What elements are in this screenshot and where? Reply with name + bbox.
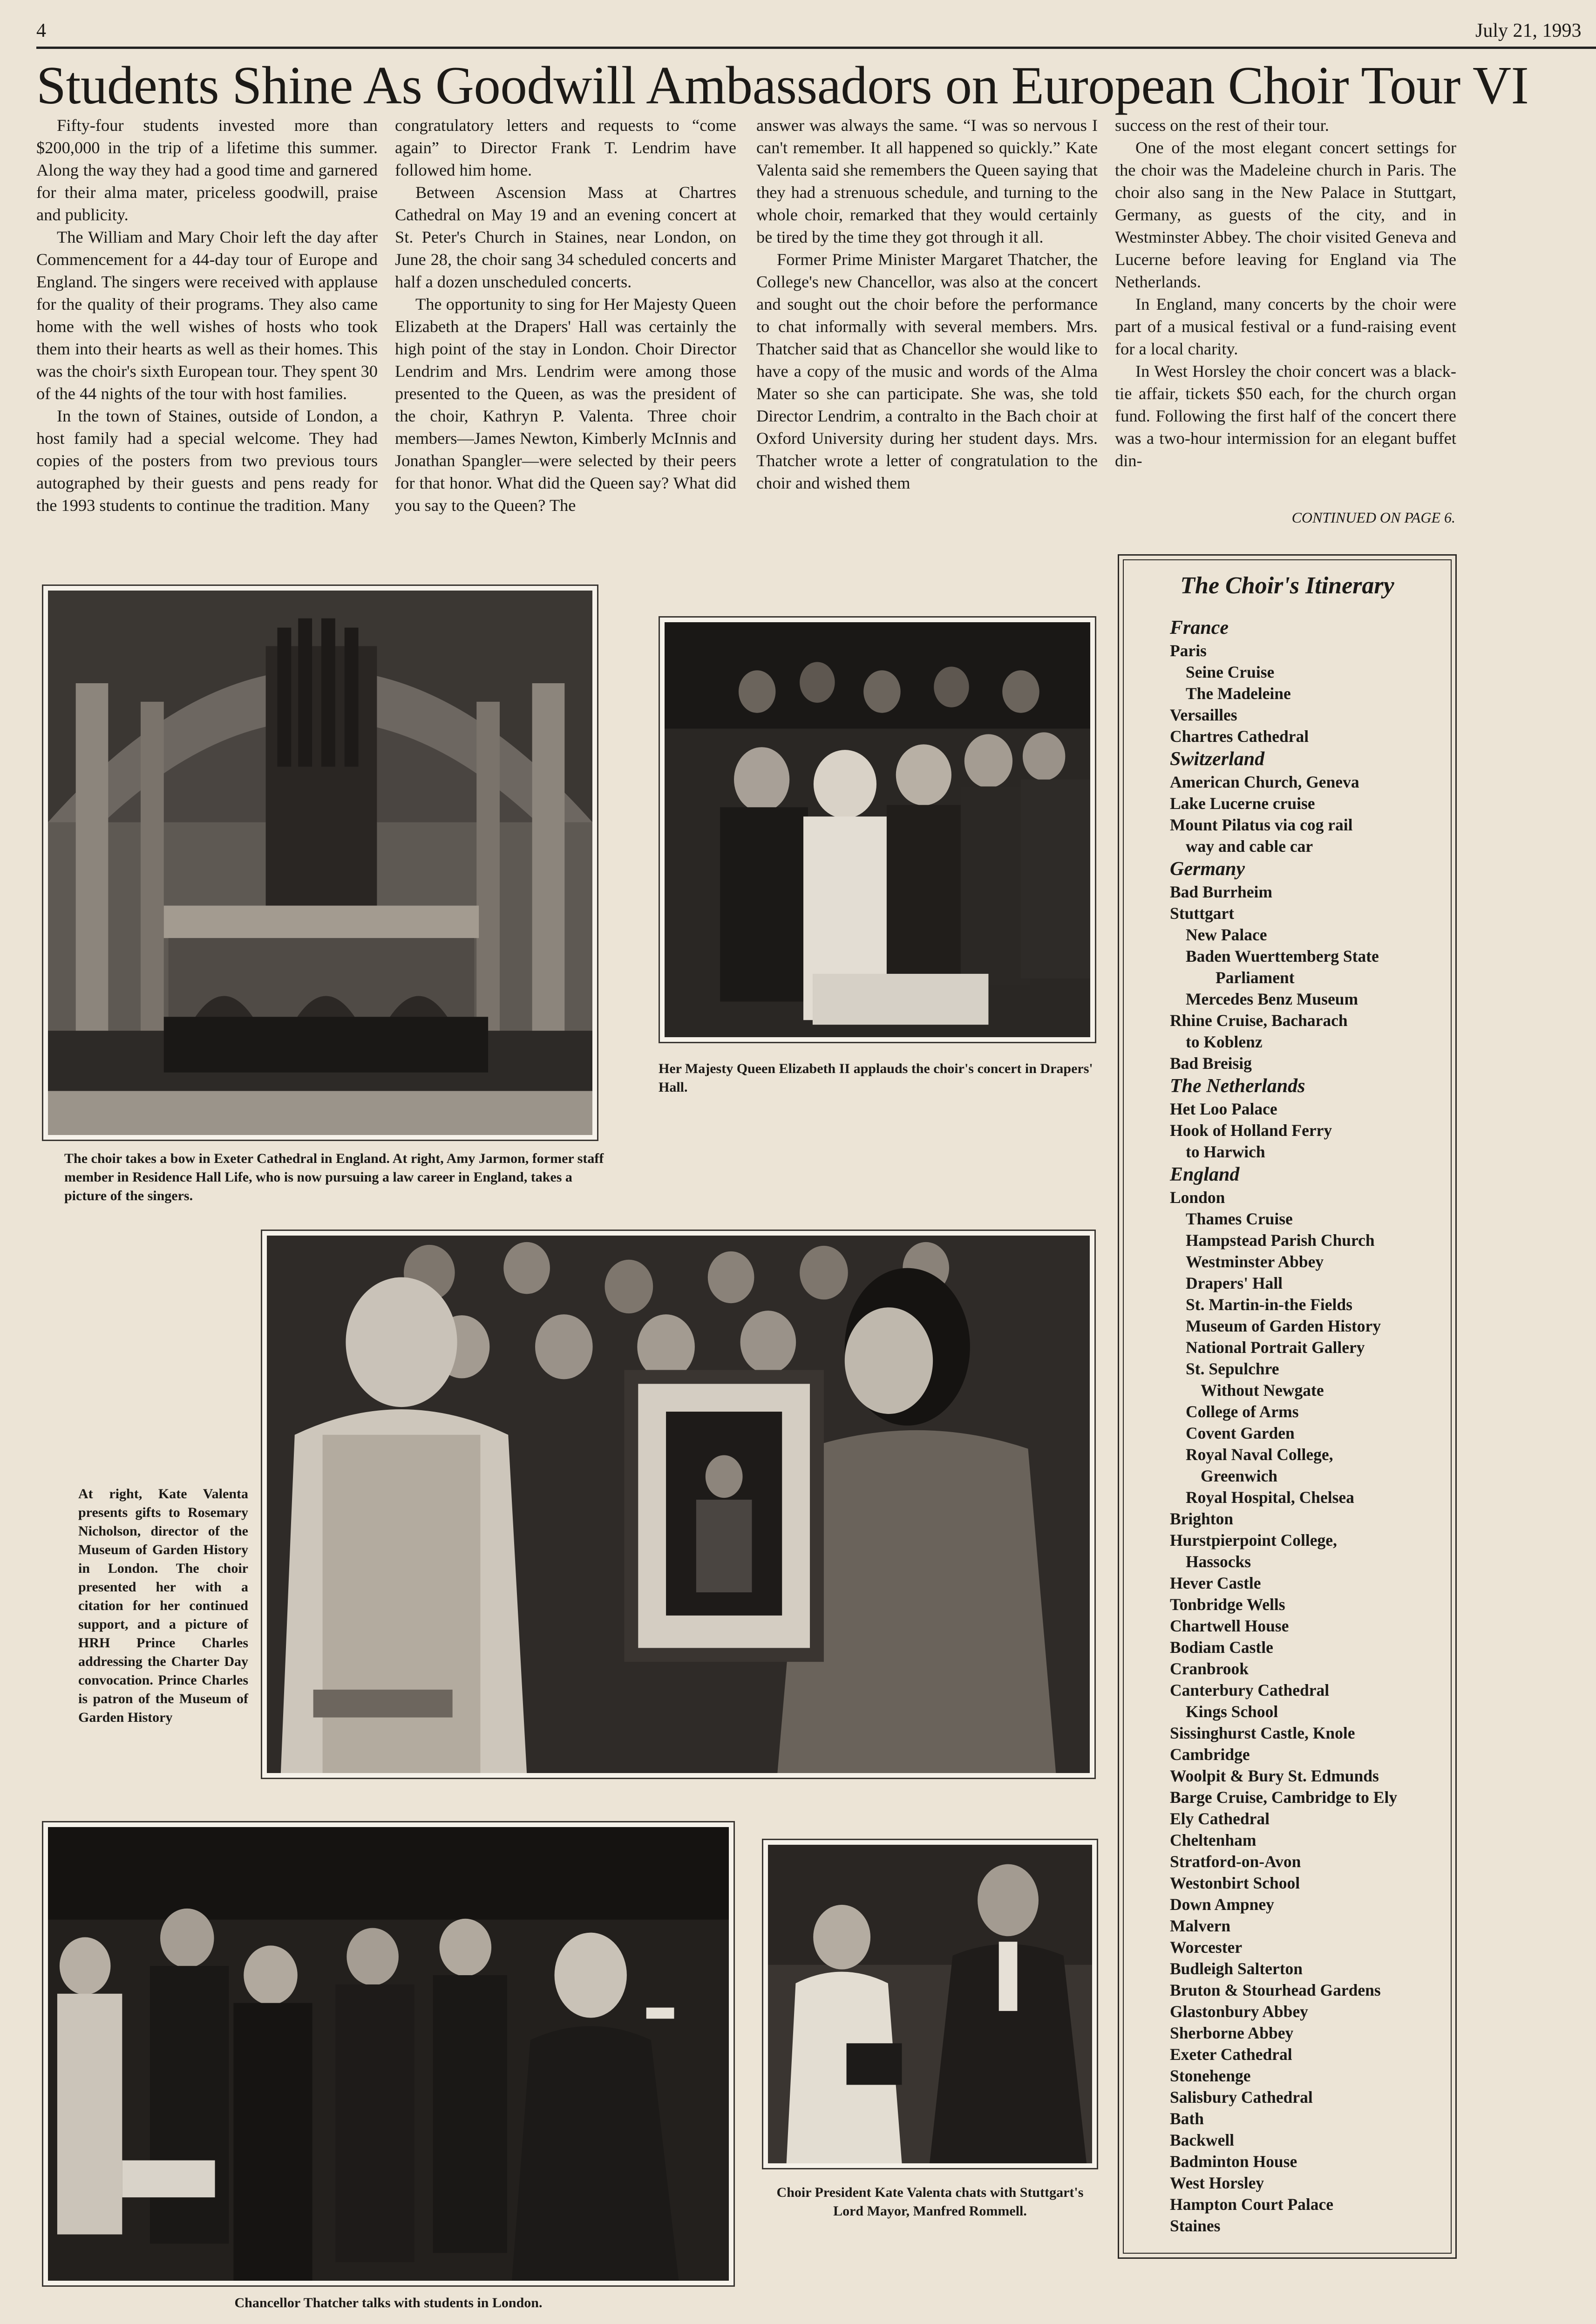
itinerary-item: Exeter Cathedral [1170,2045,1292,2064]
article-paragraph: One of the most elegant concert settings for the choir was the Madeleine church in Paris. The choir also sang in the New Palace in Stuttgart, Germany, as guests of the city, and in Westminster Abbey. The choir visited Geneva and Lucerne before leaving for England via The Netherlands. [1115,138,1456,291]
itinerary-item: Worcester [1170,1938,1243,1957]
itinerary-item: Bad Breisig [1170,1054,1252,1073]
itinerary-item: Parliament [1216,968,1295,987]
gift-presentation-image [267,1236,1090,1773]
itinerary-item: Mercedes Benz Museum [1186,990,1358,1008]
itinerary-item: Hook of Holland Ferry [1170,1121,1332,1140]
itinerary-item: St. Martin-in-the Fields [1186,1295,1352,1314]
itinerary-item: to Koblenz [1186,1033,1263,1051]
itinerary-item: Stonehenge [1170,2066,1251,2085]
itinerary-item: Greenwich [1201,1467,1277,1485]
article-paragraph: In West Horsley the choir concert was a black-tie affair, tickets $50 each, for the church organ fund. Following the first half of the concert there was a two-hour intermission for an elegant buffet din- [1115,362,1456,470]
itinerary-item: Staines [1170,2216,1221,2235]
mayor-photo [762,1839,1098,2169]
mayor-caption: Choir President Kate Valenta chats with Stuttgart's Lord Mayor, Manfred Rommell. [776,2185,1084,2219]
itinerary-item: The Madeleine [1186,684,1291,703]
itinerary-item: National Portrait Gallery [1186,1338,1365,1357]
itinerary-item: Paris [1170,641,1207,660]
article-paragraph: answer was always the same. “I was so nervous I can't remember. It all happened so quickly.” Kate Valenta said she remembers the Queen saying that they had a strenuous schedule, and turning to the whole choir, remarked that they would certainly be tired by the time they got through it all. [756,116,1098,246]
queen-photo [659,616,1096,1043]
itinerary-item: Westonbirt School [1170,1874,1300,1892]
itinerary-item: Mount Pilatus via cog rail [1170,815,1353,834]
valenta-caption: At right, Kate Valenta presents gifts to Rosemary Nicholson, director of the Museum of Garden History in London. The choir presented her with a citation for her continued support, and a picture of HRH Prince Charles addressing the Charter Day convocation. Prince Charles is patron of the Museum of Garden History [78,1486,248,1725]
itinerary-item: London [1170,1188,1225,1207]
itinerary-item: American Church, Geneva [1170,773,1359,791]
itinerary-list [1170,616,1449,2236]
header-rule [36,47,1596,49]
itinerary-item: Hever Castle [1170,1574,1261,1592]
itinerary-item: Brighton [1170,1509,1234,1528]
page-number: 4 [36,20,46,41]
itinerary-item: Kings School [1186,1702,1278,1721]
itinerary-country: England [1170,1164,1240,1185]
itinerary-item: Stuttgart [1170,904,1235,923]
article-column-1 [36,114,378,516]
headline: Students Shine As Goodwill Ambassadors on European Choir Tour VI [36,56,1529,115]
article-column-3 [756,114,1098,494]
itinerary-item: Westminster Abbey [1186,1252,1324,1271]
itinerary-item: Bodiam Castle [1170,1638,1273,1657]
itinerary-country: The Netherlands [1170,1075,1305,1097]
itinerary-item: Badminton House [1170,2152,1297,2171]
itinerary-item: Down Ampney [1170,1895,1274,1914]
itinerary-item: Backwell [1170,2131,1235,2149]
article-paragraph: Former Prime Minister Margaret Thatcher, the College's new Chancellor, was also at the concert and sought out the choir before the performance to chat informally with several members. Mrs. Thatcher said that as Chancellor she would like to have a copy of the music and words of the Alma Mater so she can participate. She was, she told Director Lendrim, a contralto in the Bach choir at Oxford University during her student days. Mrs. Thatcher wrote a letter of congratulation to the choir and wished them [756,250,1098,492]
itinerary-item: to Harwich [1186,1142,1265,1161]
itinerary-item: Royal Hospital, Chelsea [1186,1488,1354,1507]
exeter-cathedral-photo [42,584,598,1141]
itinerary-item: Hampton Court Palace [1170,2195,1334,2214]
queen-audience-image [665,622,1090,1037]
itinerary-item: New Palace [1186,925,1267,944]
itinerary-item: Cranbrook [1170,1659,1249,1678]
itinerary-country: Switzerland [1170,748,1265,770]
article-paragraph: The opportunity to sing for Her Majesty Queen Elizabeth at the Drapers' Hall was certainly the high point of the stay in London. Choir Director Lendrim and Mrs. Lendrim were among those presented to the Queen, as was the president of the choir, Kathryn P. Valenta. Three choir members—James Newton, Kimberly McInnis and Jonathan Spangler—were selected by their peers for that honor. What did the Queen say? What did you say to the Queen? The [395,295,736,515]
article-paragraph: success on the rest of their tour. [1115,116,1329,135]
valenta-gift-photo [261,1230,1096,1779]
itinerary-item: Het Loo Palace [1170,1100,1277,1118]
thatcher-photo [42,1821,735,2287]
itinerary-item: West Horsley [1170,2174,1264,2192]
itinerary-item: Hampstead Parish Church [1186,1231,1375,1250]
itinerary-item: College of Arms [1186,1402,1299,1421]
itinerary-item: Versailles [1170,706,1237,724]
itinerary-item: Bad Burrheim [1170,883,1272,901]
itinerary-item: Seine Cruise [1186,663,1275,681]
itinerary-item: Rhine Cruise, Bacharach [1170,1011,1348,1030]
article-paragraph: The William and Mary Choir left the day after Commencement for a 44-day tour of Europe and England. The singers were received with applause for the quality of their programs. They also came home with the well wishes of hosts who took them into their hearts as well as their homes. This was the choir's sixth European tour. They spent 30 of the 44 nights of the tour with host families. [36,228,378,403]
itinerary-item: Sherborne Abbey [1170,2024,1294,2042]
article-column-4 [1115,114,1456,472]
article-paragraph: In the town of Staines, outside of London, a host family had a special welcome. They had copies of the posters from two previous tours autographed by their guests and pens ready for the 1993 students to continue the tradition. Many [36,407,378,515]
itinerary-item: Salisbury Cathedral [1170,2088,1313,2107]
itinerary-item: Museum of Garden History [1186,1317,1381,1335]
itinerary-item: Ely Cathedral [1170,1809,1270,1828]
itinerary-item: Glastonbury Abbey [1170,2002,1308,2021]
queen-caption: Her Majesty Queen Elizabeth II applauds the choir's concert in Drapers' Hall. [659,1061,1093,1095]
itinerary-title: The Choir's Itinerary [1180,572,1394,599]
itinerary-item: Thames Cruise [1186,1210,1293,1228]
itinerary-item: Drapers' Hall [1186,1274,1283,1292]
itinerary-country: Germany [1170,858,1245,880]
itinerary-item: way and cable car [1186,837,1313,856]
itinerary-item: Barge Cruise, Cambridge to Ely [1170,1788,1398,1807]
itinerary-item: Bruton & Stourhead Gardens [1170,1981,1381,1999]
lord-mayor-image [768,1845,1092,2163]
continued-note: CONTINUED ON PAGE 6. [1291,509,1455,526]
itinerary-item: Hurstpierpoint College, [1170,1531,1337,1549]
itinerary-item: Woolpit & Bury St. Edmunds [1170,1767,1379,1785]
cathedral-image [48,591,592,1135]
itinerary-item: Lake Lucerne cruise [1170,794,1315,813]
itinerary-item: Cheltenham [1170,1831,1256,1849]
thatcher-caption: Chancellor Thatcher talks with students in London. [234,2295,543,2310]
itinerary-item: Cambridge [1170,1745,1250,1764]
itinerary-item: Tonbridge Wells [1170,1595,1285,1614]
itinerary-item: Baden Wuerttemberg State [1186,947,1379,965]
article-paragraph: congratulatory letters and requests to “come again” to Director Frank T. Lendrim have followed him home. [395,116,736,179]
itinerary-item: Without Newgate [1201,1381,1324,1400]
itinerary-item: Chartwell House [1170,1617,1289,1635]
itinerary-item: St. Sepulchre [1186,1359,1279,1378]
itinerary-item: Budleigh Salterton [1170,1959,1303,1978]
exeter-caption: The choir takes a bow in Exeter Cathedral in England. At right, Amy Jarmon, former staff member in Residence Hall Life, who is now pursuing a law career in England, takes a picture of the singers. [64,1151,604,1203]
article-column-2 [395,114,736,516]
itinerary-item: Royal Naval College, [1186,1445,1333,1464]
issue-date: July 21, 1993 [1475,20,1582,41]
article-paragraph: In England, many concerts by the choir were part of a musical festival or a fund-raising event for a local charity. [1115,295,1456,358]
itinerary-item: Chartres Cathedral [1170,727,1309,746]
itinerary-item: Hassocks [1186,1552,1251,1571]
itinerary-item: Canterbury Cathedral [1170,1681,1330,1699]
itinerary-item: Covent Garden [1186,1424,1295,1442]
itinerary-item: Malvern [1170,1916,1231,1935]
itinerary-item: Sissinghurst Castle, Knole [1170,1724,1355,1742]
itinerary-item: Stratford-on-Avon [1170,1852,1301,1871]
article-paragraph: Between Ascension Mass at Chartres Cathedral on May 19 and an evening concert at St. Peter's Church in Staines, near London, on June 28, the choir sang 34 scheduled concerts and half a dozen unscheduled concerts. [395,183,736,291]
itinerary-item: Bath [1170,2109,1204,2128]
thatcher-students-image [48,1827,729,2281]
article-paragraph: Fifty-four students invested more than $200,000 in the trip of a lifetime this summer. Along the way they had a good time and garnered for their alma mater, priceless goodwill, praise and publicity. [36,116,378,224]
itinerary-country: France [1170,617,1229,639]
